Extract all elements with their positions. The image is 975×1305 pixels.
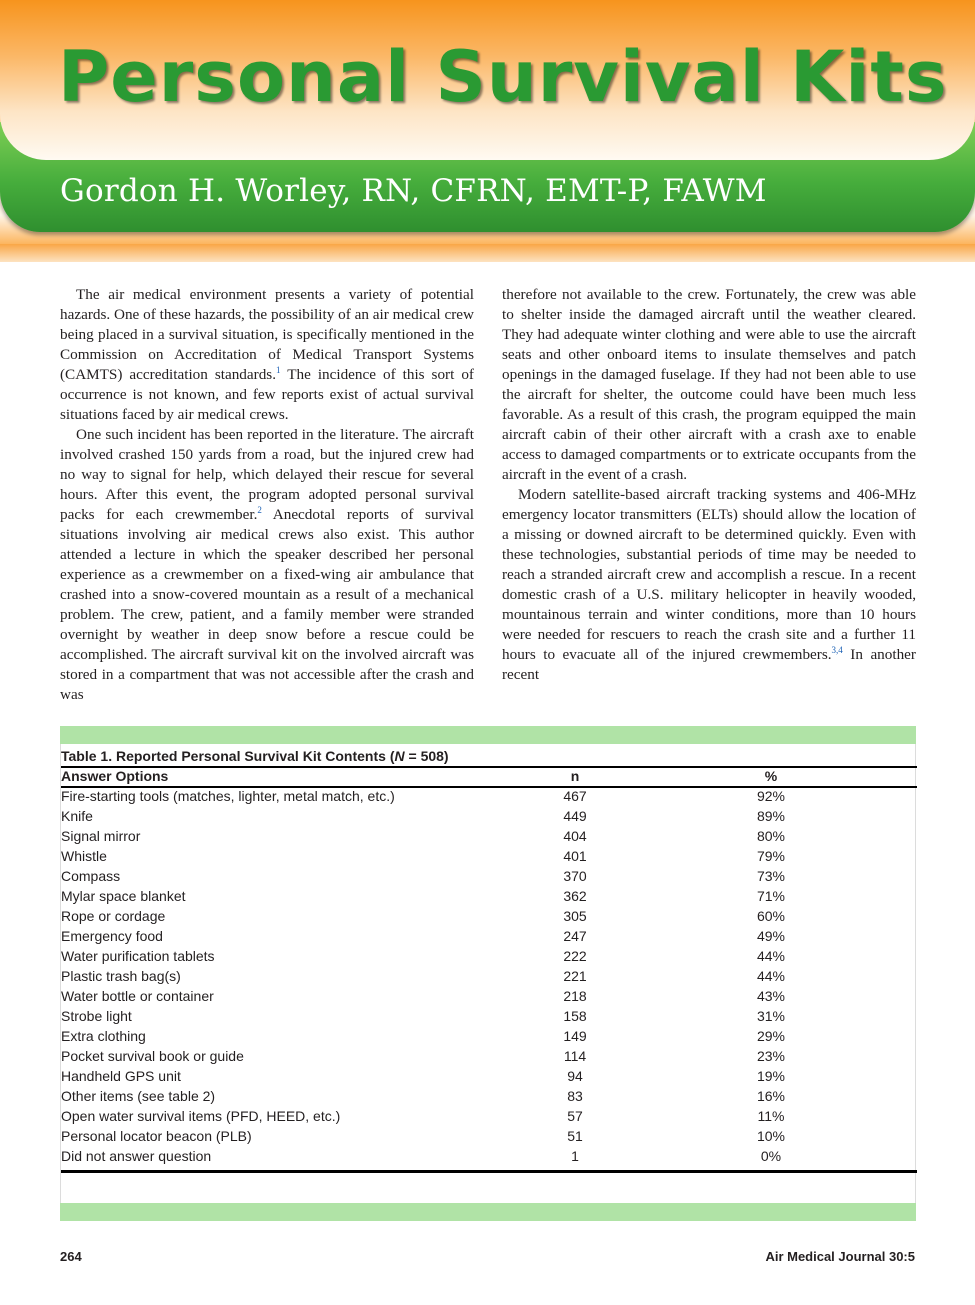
table-row <box>61 908 917 928</box>
percent-cell: 80% <box>756 828 786 844</box>
percent-cell: 0% <box>760 1148 782 1164</box>
survival-kit-table <box>60 744 916 1203</box>
answer-option-cell: Personal locator beacon (PLB) <box>61 1128 252 1144</box>
percent-cell: 79% <box>756 848 786 864</box>
answer-option-cell: Extra clothing <box>61 1028 146 1044</box>
percent-cell: 44% <box>756 968 786 984</box>
count-cell: 467 <box>563 788 587 804</box>
table-bottom-strip <box>60 1203 916 1221</box>
table-row <box>61 1008 917 1028</box>
table-row <box>61 1068 917 1088</box>
count-cell: 1 <box>571 1148 579 1164</box>
count-cell: 94 <box>567 1068 583 1084</box>
percent-cell: 89% <box>756 808 786 824</box>
answer-option-cell: Fire-starting tools (matches, lighter, metal match, etc.) <box>61 788 395 804</box>
answer-option-cell: Did not answer question <box>61 1148 212 1164</box>
answer-option-cell: Open water survival items (PFD, HEED, etc.) <box>61 1108 341 1124</box>
count-cell: 401 <box>563 848 587 864</box>
answer-option-cell: Pocket survival book or guide <box>61 1048 244 1064</box>
percent-cell: 29% <box>756 1028 786 1044</box>
table-row <box>61 828 917 848</box>
column-header-percent: % <box>764 768 778 784</box>
count-cell: 158 <box>563 1008 587 1024</box>
right-column-paragraph: Modern satellite-based aircraft tracking systems and 406-MHz emergency locator transmitters (ELTs) should allow the location of a missing or downed aircraft to be determined quickly. Even with these technologies, substantial periods of time may be needed to reach a stranded aircraft crew and accomplish a rescue. In a recent domestic crash of a U.S. military helicopter in heavily wooded, mountainous terrain and winter conditions, more than 10 hours were needed for rescuers to reach the crash site and a further 11 hours to evacuate all of the injured crewmembers.$^{3,4}$ In another recent <box>502 486 916 683</box>
reference-link[interactable]: 3,4 <box>831 644 843 655</box>
answer-option-cell: Plastic trash bag(s) <box>61 968 181 984</box>
count-cell: 449 <box>563 808 587 824</box>
answer-option-cell: Other items (see table 2) <box>61 1088 216 1104</box>
table-row <box>61 1088 917 1108</box>
percent-cell: 44% <box>756 948 786 964</box>
percent-cell: 92% <box>756 788 786 804</box>
count-cell: 218 <box>563 988 587 1004</box>
table-row <box>61 928 917 948</box>
percent-cell: 49% <box>756 928 786 944</box>
answer-option-cell: Whistle <box>61 848 107 864</box>
count-cell: 362 <box>563 888 587 904</box>
answer-option-cell: Mylar space blanket <box>61 888 186 904</box>
page-number: 264 <box>60 1249 82 1264</box>
table-row <box>61 948 917 968</box>
table-row <box>61 1048 917 1068</box>
percent-cell: 16% <box>756 1088 786 1104</box>
table-row <box>61 1028 917 1048</box>
right-column-paragraph: therefore not available to the crew. Fortunately, the crew was able to shelter inside the damaged aircraft until the weather cleared. They had adequate winter clothing and were able to use the aircraft seats and other onboard items to insulate themselves and patch openings in the damaged fuselage. If they had not been able to use the aircraft for shelter, the outcome could have been much less favorable. As a result of this crash, the program equipped the main aircraft cabin of their other aircraft with a crash axe to enable access to damaged compartments or to extricate occupants from the aircraft in the event of a crash. <box>502 286 916 483</box>
count-cell: 57 <box>567 1108 583 1124</box>
count-cell: 305 <box>563 908 587 924</box>
left-column-paragraph: One such incident has been reported in the literature. The aircraft involved crashed 150 yards from a road, but the injured crew had no way to signal for help, which delayed their rescue for several hours. After this event, the program adopted personal survival packs for each crewmember.$^2$ Anecdotal reports of survival situations involving air medical crews also exist. This author attended a lecture in which the speaker described her personal experience as a crewmember on a fixed-wing air ambulance that crashed into a snow-covered mountain as a result of a mechanical problem. The crew, patient, and a family member were stranded overnight by weather in deep snow before a rescue could be accomplished. The aircraft survival kit on the involved aircraft was stored in a compartment that was not accessible after the crash and was <box>60 426 474 703</box>
table-row <box>61 888 917 908</box>
answer-option-cell: Strobe light <box>61 1008 132 1024</box>
answer-option-cell: Handheld GPS unit <box>61 1068 181 1084</box>
answer-option-cell: Water purification tablets <box>61 948 215 964</box>
header-fade-band <box>0 244 975 262</box>
body-column-right <box>502 285 916 707</box>
left-column-paragraph: The air medical environment presents a variety of potential hazards. One of these hazards, the possibility of an air medical crew being placed in a survival situation, is specifically mentioned in the Commission on Accreditation of Medical Transport Systems (CAMTS) accreditation standards.$^1$ The incidence of this sort of occurrence is not known, and few reports exist of actual survival situations faced by air medical crews. <box>60 286 474 423</box>
article-title: Personal Survival Kits <box>58 36 948 118</box>
count-cell: 247 <box>563 928 587 944</box>
table-row <box>61 1108 917 1128</box>
percent-cell: 10% <box>756 1128 786 1144</box>
body-column-left <box>60 285 474 707</box>
percent-cell: 31% <box>756 1008 786 1024</box>
answer-option-cell: Rope or cordage <box>61 908 166 924</box>
answer-option-cell: Knife <box>61 808 93 824</box>
answer-option-cell: Water bottle or container <box>61 988 214 1004</box>
reference-link[interactable]: 1 <box>276 364 281 375</box>
count-cell: 149 <box>563 1028 587 1044</box>
table-caption: Table 1. Reported Personal Survival Kit Contents (N = 508) <box>61 748 449 764</box>
table-row <box>61 968 917 988</box>
table-top-strip <box>60 726 916 744</box>
table-row <box>61 1148 917 1168</box>
percent-cell: 71% <box>756 888 786 904</box>
count-cell: 222 <box>563 948 587 964</box>
answer-option-cell: Emergency food <box>61 928 163 944</box>
percent-cell: 11% <box>757 1108 785 1124</box>
column-header-answer-options: Answer Options <box>61 768 169 784</box>
column-header-n: n <box>570 768 580 784</box>
count-cell: 114 <box>563 1048 587 1064</box>
reference-link[interactable]: 2 <box>257 504 262 515</box>
count-cell: 221 <box>563 968 587 984</box>
count-cell: 83 <box>567 1088 583 1104</box>
table-row <box>61 1128 917 1148</box>
percent-cell: 73% <box>756 868 786 884</box>
table-rule-bottom <box>61 1170 917 1173</box>
percent-cell: 43% <box>756 988 786 1004</box>
answer-option-cell: Compass <box>61 868 121 884</box>
table-row <box>61 808 917 828</box>
count-cell: 404 <box>563 828 587 844</box>
table-row <box>61 788 917 808</box>
percent-cell: 19% <box>756 1068 786 1084</box>
percent-cell: 23% <box>756 1048 786 1064</box>
journal-citation: Air Medical Journal 30:5 <box>765 1249 915 1264</box>
table-row <box>61 848 917 868</box>
table-row <box>61 868 917 888</box>
percent-cell: 60% <box>756 908 786 924</box>
answer-option-cell: Signal mirror <box>61 828 141 844</box>
count-cell: 51 <box>567 1128 583 1144</box>
author-line: Gordon H. Worley, RN, CFRN, EMT-P, FAWM <box>60 173 767 209</box>
count-cell: 370 <box>563 868 587 884</box>
table-row <box>61 988 917 1008</box>
table-header-row <box>61 768 917 786</box>
